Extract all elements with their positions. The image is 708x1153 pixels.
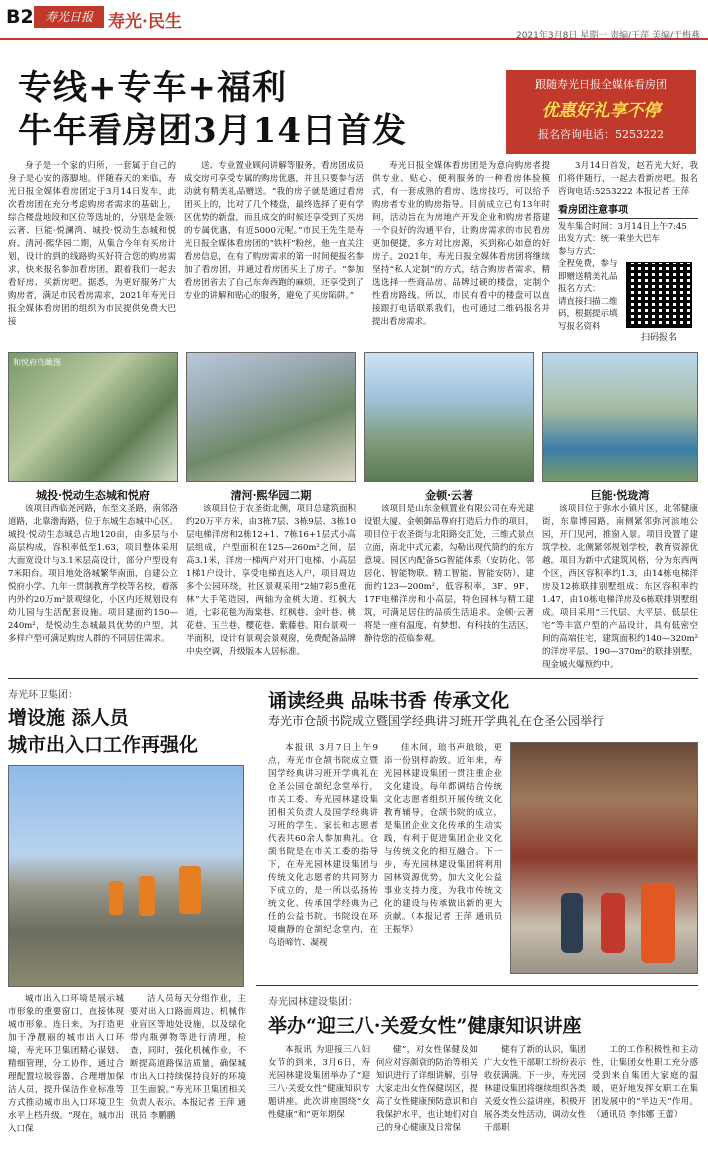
project-photo-1 bbox=[8, 352, 178, 482]
notice-line: 全程免费，参与即赠送精美礼品 bbox=[558, 259, 618, 282]
reading-photo bbox=[510, 742, 698, 974]
ad-line3: 报名咨询电话：5253222 bbox=[538, 128, 664, 141]
notice-line: 参与方式： bbox=[558, 246, 601, 257]
project-name-4: 巨能·悦珑湾 bbox=[590, 489, 650, 502]
notice-line: 报名方式： bbox=[558, 284, 601, 294]
page-header bbox=[0, 0, 708, 40]
project-text-3: 该项目是山东金顿置业有限公司在寿光建设银大厦、金顿御品尊府打造后力作的项目，项目位于农圣街与北阳路交汇处，三维式景点立面，南北中式元素，勾勒出现代简约的东方意境。园区内配备5G智能体系（安防化、邻居化、智能物联、精工智能、智能安防），建面约123—200m²，低容积率，3F、9F、17F电梯洋房和小高层，特色园林与精工建筑，可满足居住的品质生活追求。金顿·云著将是一座有温度、有梦想、有科技的生活区，静待您的莅临参观。 bbox=[364, 504, 534, 644]
ad-line2: 优惠好礼享不停 bbox=[541, 101, 661, 121]
photo-label: 和悦府鸟瞰图 bbox=[13, 358, 61, 367]
headline-line2: 牛年看房团3月14日首发 bbox=[18, 111, 407, 151]
headline-line1: 专线+专车+福利 bbox=[18, 68, 287, 108]
left-story-title2: 城市出入口工作再强化 bbox=[8, 734, 199, 756]
signup-ad bbox=[506, 70, 696, 154]
notice-line: 出发方式：统一乘坐大巴车 bbox=[558, 234, 661, 244]
right-bottom-col4: 工的工作积极性和主动性，让集团女性职工充分感受到来自集团大家庭的温暖，更好地发挥女职工在集团发展中的“半边天”作用。（通讯员 李伟娜 王蕾） bbox=[592, 1045, 698, 1120]
section-divider bbox=[8, 678, 698, 679]
right-bottom-col2: 健”，对女性保健及如何应对容颜衰的防治等相关知识进行了详细讲解，引导大家走出女性保健误区，提高了女性健康预防意识和自我保护水平，也让她们对自己的身心健康及日常保 bbox=[376, 1045, 478, 1133]
notice-line: 发车集合时间：3月14日上午7:45 bbox=[558, 221, 687, 232]
lead-column-2: 送、专业置业顾问讲解等服务，看房团成员成交房可享受专属的购房优惠，并且只要参与活动就有精美礼品赠送。“我的房子就是通过看房团买上的，比对了几个楼盘，最终选择了更有学区优势的新盘，而且成交的时候还享受到了买房的专属优惠，有近5000元呢。”市民王先生是寿光日报全媒体看房团的“铁杆”粉丝，他一直关注看房信息，在有了购房需求的第一时间便报名参加了看房团，并通过看房团买上了房子。“参加看房团省去了自己东奔西跑的麻烦，还享受到了专业的讲解和贴心的服务，避免了买房陷阱。” bbox=[184, 161, 364, 301]
section-name: 寿光·民生 bbox=[108, 12, 182, 32]
right-bottom-kicker: 寿光园林建设集团： bbox=[268, 997, 358, 1008]
project-text-2: 该项目位于农圣街北侧，项目总建筑面积约20万平方米，由3栋7层、3栋9层、3栋10层电梯洋房和2栋12+1、7栋16+1层式小高层组成，户型面积在125—260m²之间，层高3.1米，洋房一梯两户对开门电梯、小高层1梯1户设计，享受电梯直达入户，项目周边多个公园环绕，社区景观采用“2轴7彩5重花林”大手笔造园，两轴为金桃大道、红枫大道，七彩花毯为海棠巷、红枫巷、金叶巷、桃花巷、玉兰巷、樱花巷、紫藤巷。阳台景观一半面积，设计有景观会景观窗，免费配备品牌中央空调，升级版本人居标准。 bbox=[186, 504, 356, 657]
qr-caption: 扫码报名 bbox=[640, 333, 677, 343]
left-story-col2: 洁人员每天分组作业，主要对出入口路面周边、机械作业盲区等地处设施，以及绿化带内瓶弹物等进行清理，检查，同时，强化机械作业，不断提高道路保洁质量，确保城市出入口持续保持良好的环境卫生面貌。”寿光环卫集团相关负责人表示。本报记者 王萍 通讯员 李鹏鹏 bbox=[130, 994, 246, 1121]
lead-column-3: 寿光日报全媒体看房团是为意向购房者提供专业、贴心、便利服务的一种看房体验模式，有一套成熟的看房、选房技巧，可以给予购房者专业的购房指导。目前成立已有13年时间，活动旨在为房地产开发企业和购房者搭建一个良好的沟通平台，让购房需求的市民看房更加便捷，多方对比房源，买到称心如意的好房子。2021年，寿光日报全媒体看房团将继续坚持“私人定制”的方式，结合购房者需求，精选选择一些商品房、品牌过硬的楼盘，定制个性看房路线。所以，市民有看中的楼盘可以直接跟打电话联系我们，也可通过二维码报名并提出看房需求。 bbox=[372, 161, 550, 327]
newspaper-logo: 寿光日报 bbox=[34, 6, 104, 28]
section-divider bbox=[256, 985, 698, 986]
project-photo-3 bbox=[364, 352, 534, 482]
qr-code[interactable] bbox=[626, 262, 692, 328]
right-story-subtitle: 寿光市仓颉书院成立暨国学经典讲习班开学典礼在仓圣公园举行 bbox=[268, 714, 605, 728]
ad-line1: 跟随寿光日报全媒体看房团 bbox=[535, 78, 667, 91]
left-story-kicker: 寿光环卫集团： bbox=[8, 690, 78, 701]
left-story-title1: 增设施 添人员 bbox=[8, 707, 129, 729]
right-story-col2: 佳木间，琅书声琅琅，更添一份别样韵致。近年来，寿光园林建设集团一贯注重企业文化建设，每年都调结合传统文化志愿者组织开展传统文化教育辅导，仓颉书院的成立，是集团企业文化传承的生动实践，有利于促进集团企业文化与传统文化的相互融合。下一步，寿光园林建设集团将利用园林资源优势，加大文化公益事业支持力度，为我市传统文化的建设与传承做出新的更大贡献。（本报记者 王萍 通讯员 王振华） bbox=[384, 743, 502, 935]
notice-title: 看房团注意事项 bbox=[558, 205, 698, 219]
right-story-title: 诵读经典 品味书香 传承文化 bbox=[268, 690, 510, 712]
project-name-1: 城投·悦动生态城和悦府 bbox=[36, 489, 150, 502]
right-bottom-col1: 本报讯 为迎接三八妇女节的到来，3月6日，寿光园林建设集团举办了“迎三八·关爱女性”健康知识专题讲座。此次讲座围绕“女性健康”和“更年期保 bbox=[268, 1045, 370, 1120]
project-name-2: 清河·熙华园二期 bbox=[230, 489, 312, 502]
project-text-1: 该项目西临尧河路，东至文圣路，南邻洛道路，北靠渤海路，位于东城生态城中心区。城投·悦动生态城总占地120亩，由多层与小高层构成，容积率低至1.63，项目整体采用大面宽设计与3.1米层高设计，部分户型设有7米阳台。项目地处洛城繁华南面，自建公立悦府小学、九年一贯制教育学校等名校，着落内外约20万m²景观绿化，小区内还规划设有幼儿园与生活配套设施。项目建面约150—240m²，是悦动生态城最具优势的户型，其多样户型可满足购房人群的不同居住需求。 bbox=[8, 504, 178, 644]
project-photo-2 bbox=[186, 352, 356, 482]
page-number: B2 bbox=[6, 6, 34, 28]
project-name-3: 金顿·云著 bbox=[425, 489, 473, 502]
project-text-4: 该项目位于弥水小镇片区，北邻健康街，东靠博园路，南侧紧邻弥河滨地公园，开门见河，推窗入景。项目设置了建筑学校、北侧紧邻规划学校，教育资源优越。项目为新中式建筑风格，分为东西两个区，西区容积率约1.3，由14栋电梯洋房及12栋联排别墅组成；东区容积率约1.47，由10栋电梯洋房及6栋联排别墅组成。项目采用“三代层、大平层、低层住宅”等丰富户型的产品设计，具有低密空间的高端住宅，建筑面积约140—320m²的洋房平层、190—370m²的联排别墅，现金城火爆预约中。 bbox=[542, 504, 698, 670]
right-bottom-col3: 健有了新的认识，集团广大女性干部职工纷纷表示收获满满。下一步，寿光园林建设集团将继续组织各类关爱女性公益讲座，积极开展各类女性活动，调动女性干部职 bbox=[484, 1045, 586, 1133]
date-line: 2021年3月8日 星期一 责编/王萍 美编/于梅燕 bbox=[515, 31, 700, 41]
lead-column-4: 3月14日首发，赵若光大好，我们将伴随行，一起去看新房吧。报名咨询电话:5253222 本报记者 王萍 bbox=[558, 161, 698, 197]
notice-line: 请直接扫描二维码，根据提示填写报名资料 bbox=[558, 296, 618, 332]
project-photo-4 bbox=[542, 352, 698, 482]
sanitation-photo bbox=[8, 765, 244, 987]
right-bottom-title: 举办“迎三八·关爱女性”健康知识讲座 bbox=[268, 1015, 582, 1037]
left-story-col1: 城市出入口环境是展示城市形象的重要窗口，直接体现城市形象。连日来，为打造更加干净靓丽的城市出入口环境，寿光环卫集团精心谋划、精细管理，分工协作，通过合理配置垃圾容器、合理增加保洁人员，提升保洁作业标准等方式推动城市出入口环境卫生水平上档升级。“现在，城市出入口保 bbox=[8, 994, 124, 1134]
lead-column-1: 身子是一个家的归所，一套属于自己的身子是心安的落脚地。伴随春天的来临，寿光日报全媒体看房团定于3月14日发车，此次看房团在充分考虑购房者需求的基础上，综合楼盘地段和区位等选址的，分别是金领·云著、巨能·悦澜湾、城投·悦动生态城和悦府、清河·熙华园二期，从集合今年有买房计划，设计的到的线路购买好符合您的购房需求，快来报名参加看房团，跟着我们一起去看好房、买新房吧。据悉，为更好服务广大购房者，满足市民看房需求，2021年寿光日报全媒体看房团的组织为市民提供免费大巴接 bbox=[8, 161, 176, 327]
right-story-col1: 本报讯 3月7日上午9点，寿光市仓颉书院成立暨国学经典讲习班开学典礼在仓圣公园仓颉纪念堂举行，市关工委、寿光园林建设集团相关负责人及国学经典讲习班的学生、家长和志愿者代表共60余人参加典礼。仓颉书院是在市关工委的指导下，在寿光园林建设集团与传统文化志愿者的共同努力下成立的，是一所以弘扬传统文化、传承国学经典为己任的公益书院。书院设在环境幽静的仓颉纪念堂内，在鸟语啼竹、凝视 bbox=[268, 743, 378, 948]
